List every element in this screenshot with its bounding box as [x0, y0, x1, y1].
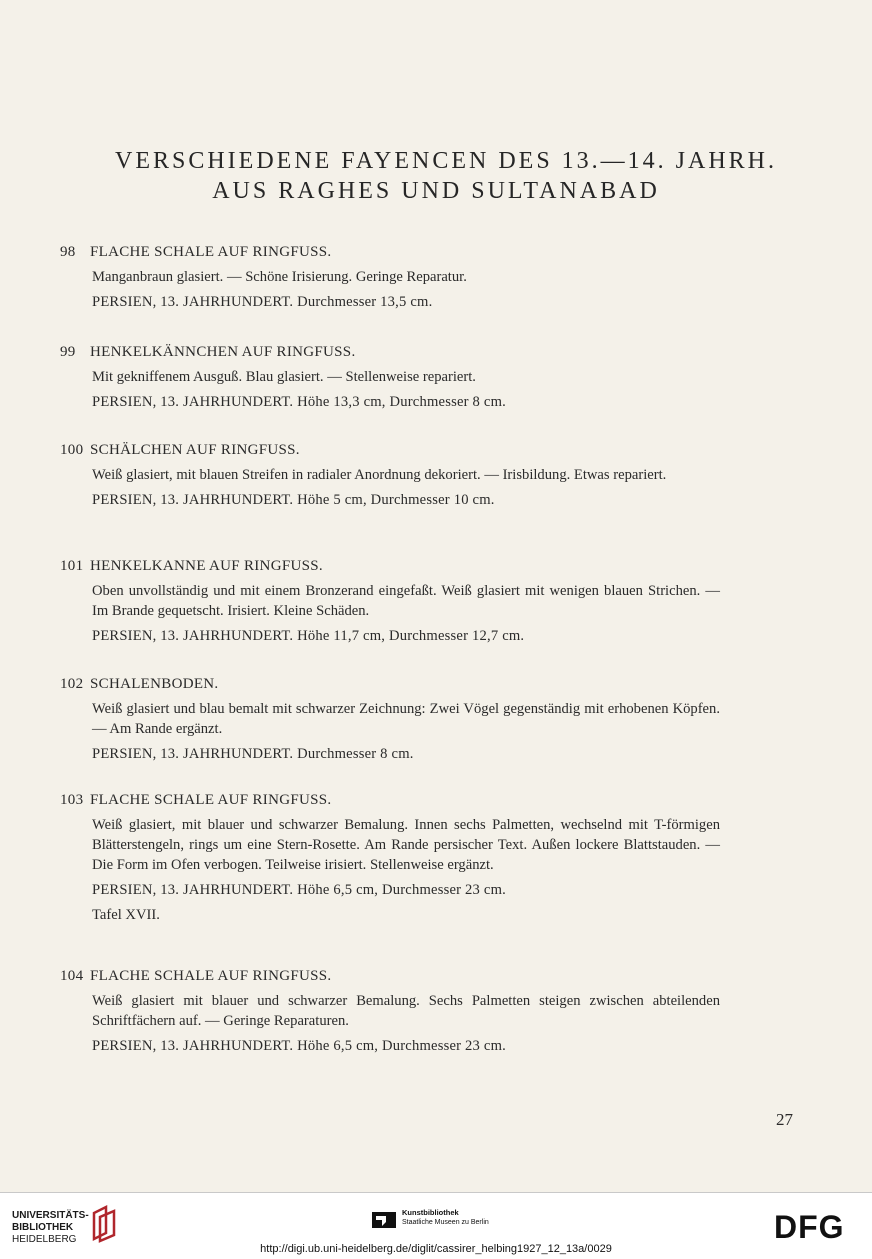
- entry-meta: PERSIEN, 13. JAHRHUNDERT. Durchmesser 13,5 cm.: [92, 294, 433, 310]
- entry-title: FLACHE SCHALE AUF RINGFUSS.: [90, 968, 332, 984]
- entry-meta: PERSIEN, 13. JAHRHUNDERT. Höhe 5 cm, Durchmesser 10 cm.: [92, 492, 495, 508]
- entry-meta: PERSIEN, 13. JAHRHUNDERT. Höhe 13,3 cm, Durchmesser 8 cm.: [92, 394, 506, 410]
- kb-line2: Staatliche Museen zu Berlin: [402, 1219, 489, 1226]
- permalink-url[interactable]: http://digi.ub.uni-heidelberg.de/diglit/cassirer_helbing1927_12_13a/0029: [260, 1243, 612, 1255]
- ub-heidelberg-logo-icon[interactable]: [88, 1203, 120, 1243]
- entry-description: Mit gekniffenem Ausguß. Blau glasiert. — Stellenweise repariert.: [92, 369, 476, 385]
- entry-number: 102: [60, 676, 84, 692]
- ub-line2: BIBLIOTHEK: [12, 1222, 74, 1233]
- entry-number: 98: [60, 244, 76, 260]
- entry-description: Weiß glasiert, mit blauer und schwarzer Bemalung. Innen sechs Palmetten, wechselnd mit T-förmigen Blätterstengeln, rings um eine Stern-Rosette. Am Rande persischer Text. Außen lockere Blattstauden. — Die Form im Ofen verbogen. Teilweise irisiert. Stellenweise ergänzt.: [92, 817, 720, 873]
- kunstbibliothek-icon: [372, 1208, 396, 1232]
- entry-number: 104: [60, 968, 84, 984]
- dfg-logo[interactable]: DFG: [774, 1209, 845, 1245]
- ub-heidelberg-label[interactable]: [12, 1210, 89, 1246]
- entry-plate-reference: Tafel XVII.: [92, 907, 160, 923]
- entry-number: 100: [60, 442, 84, 458]
- digitization-footer: [0, 1192, 872, 1259]
- catalog-entry-103: [60, 790, 740, 925]
- page-title-line2: AUS RAGHES UND SULTANABAD: [212, 178, 660, 204]
- catalog-entry-100: [60, 440, 740, 510]
- entry-number: 101: [60, 558, 84, 574]
- entry-meta: PERSIEN, 13. JAHRHUNDERT. Höhe 6,5 cm, Durchmesser 23 cm.: [92, 1038, 506, 1054]
- ub-line3: HEIDELBERG: [12, 1234, 77, 1245]
- entry-number: 103: [60, 792, 84, 808]
- entry-description: Manganbraun glasiert. — Schöne Irisierung. Geringe Reparatur.: [92, 269, 467, 285]
- entry-meta: PERSIEN, 13. JAHRHUNDERT. Höhe 11,7 cm, Durchmesser 12,7 cm.: [92, 628, 525, 644]
- kb-line1: Kunstbibliothek: [402, 1208, 459, 1217]
- entry-meta: PERSIEN, 13. JAHRHUNDERT. Durchmesser 8 cm.: [92, 746, 414, 762]
- entry-description: Oben unvollständig und mit einem Bronzerand eingefaßt. Weiß glasiert mit wenigen blauen Strichen. — Im Brande gequetscht. Irisiert. Kleine Schäden.: [92, 583, 720, 619]
- entry-title: HENKELKÄNNCHEN AUF RINGFUSS.: [90, 344, 356, 360]
- catalog-entry-102: [60, 674, 740, 764]
- catalog-entry-101: [60, 556, 740, 646]
- entry-description: Weiß glasiert, mit blauen Streifen in radialer Anordnung dekoriert. — Irisbildung. Etwas repariert.: [92, 467, 667, 483]
- entry-description: Weiß glasiert und blau bemalt mit schwarzer Zeichnung: Zwei Vögel gegenständig mit erhobenen Köpfen. — Am Rande ergänzt.: [92, 701, 720, 737]
- entry-meta: PERSIEN, 13. JAHRHUNDERT. Höhe 6,5 cm, Durchmesser 23 cm.: [92, 882, 506, 898]
- entry-description: Weiß glasiert mit blauer und schwarzer Bemalung. Sechs Palmetten steigen zwischen abteilenden Schriftfächern auf. — Geringe Reparaturen.: [92, 993, 720, 1029]
- catalog-entry-98: [60, 242, 740, 312]
- entry-title: FLACHE SCHALE AUF RINGFUSS.: [90, 244, 332, 260]
- entry-number: 99: [60, 344, 76, 360]
- page-title-line1: VERSCHIEDENE FAYENCEN DES 13.—14. JAHRH.: [114, 148, 778, 174]
- entry-title: SCHALENBODEN.: [90, 676, 219, 692]
- entry-title: FLACHE SCHALE AUF RINGFUSS.: [90, 792, 332, 808]
- catalog-entry-99: [60, 342, 740, 412]
- entry-title: SCHÄLCHEN AUF RINGFUSS.: [90, 442, 300, 458]
- ub-line1: UNIVERSITÄTS-: [12, 1210, 89, 1221]
- page-number: 27: [776, 1110, 793, 1129]
- catalog-entry-104: [60, 966, 740, 1056]
- entry-title: HENKELKANNE AUF RINGFUSS.: [90, 558, 323, 574]
